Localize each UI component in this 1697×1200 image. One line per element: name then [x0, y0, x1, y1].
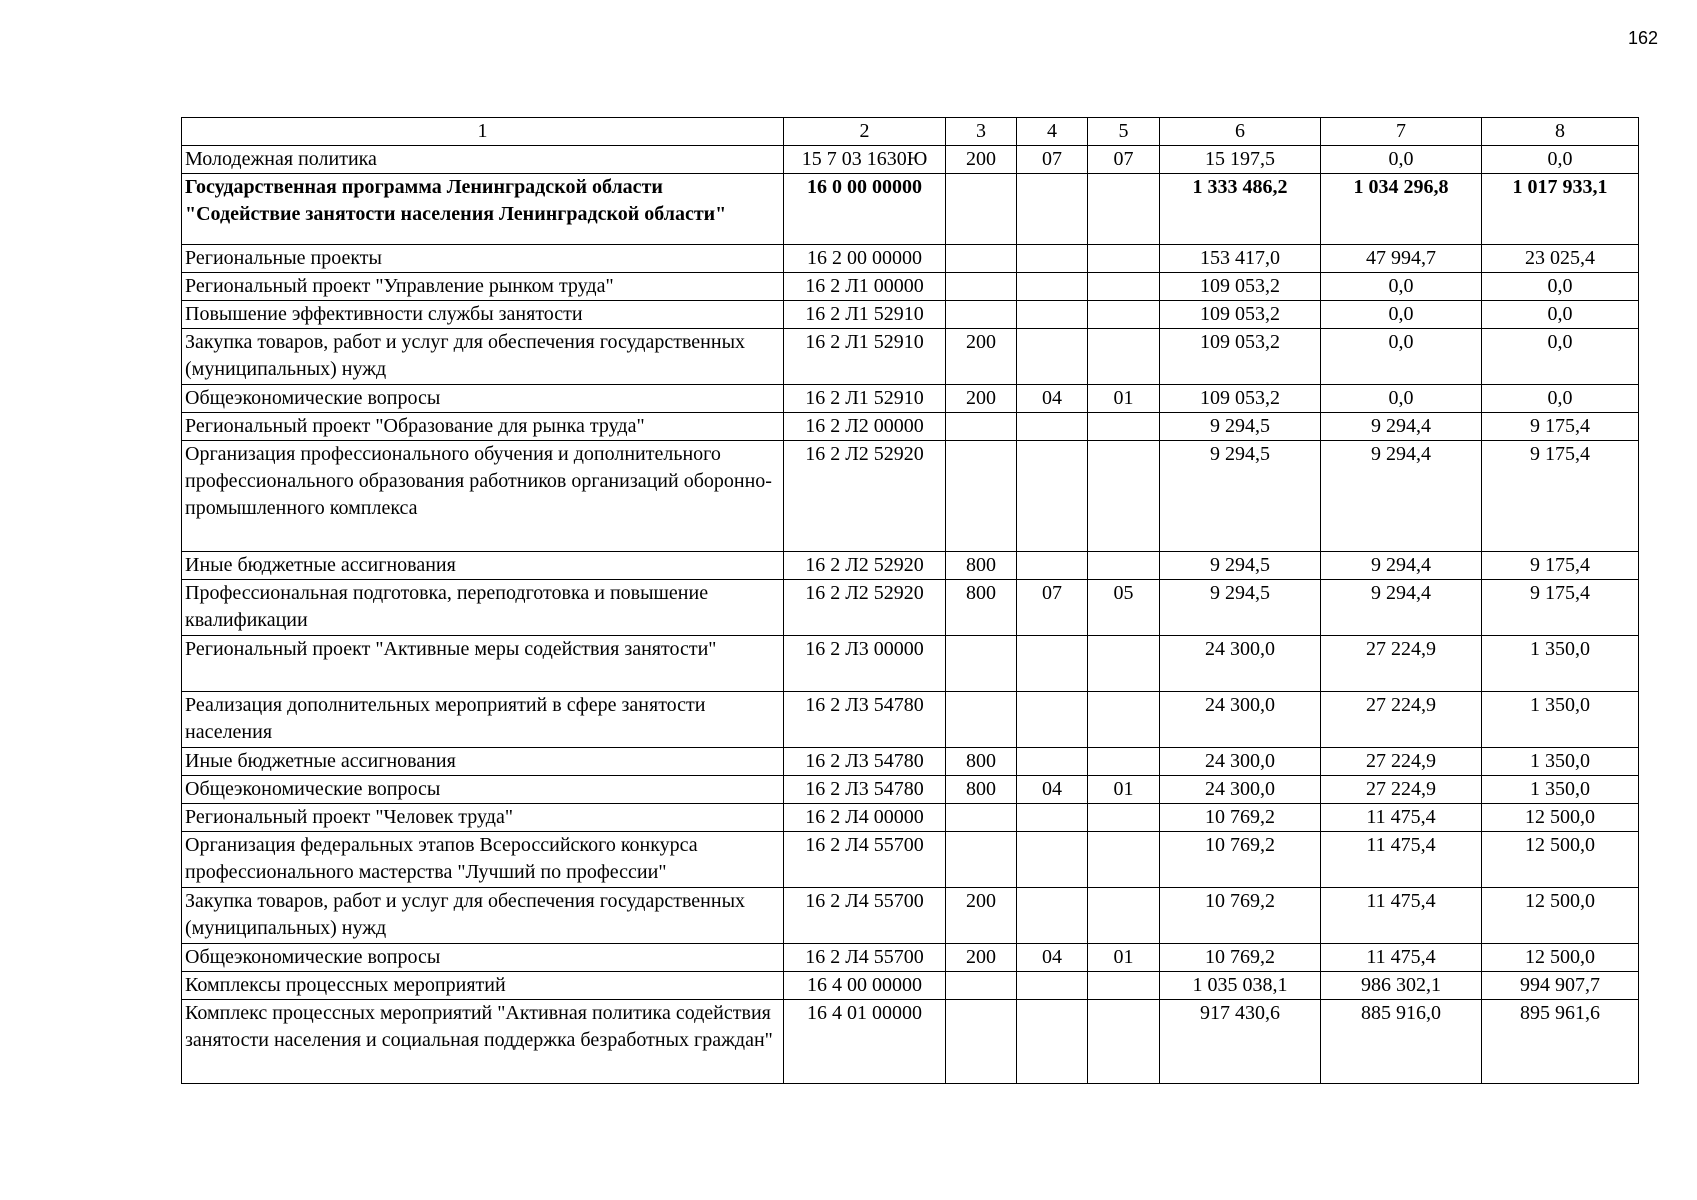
- table-row: [182, 776, 1639, 804]
- row-section-cell: [1017, 552, 1088, 580]
- column-header: 3: [946, 118, 1017, 146]
- row-section-cell: [1017, 174, 1088, 245]
- row-expense-type-cell: 800: [946, 552, 1017, 580]
- row-code-cell: 16 2 Л3 54780: [784, 692, 946, 748]
- row-amount-3-cell: 12 500,0: [1482, 944, 1639, 972]
- row-section-cell: 04: [1017, 776, 1088, 804]
- row-amount-2-cell: 986 302,1: [1321, 972, 1482, 1000]
- row-amount-3-cell: 9 175,4: [1482, 413, 1639, 441]
- row-subsection-cell: [1088, 1000, 1160, 1084]
- row-amount-2-cell: 9 294,4: [1321, 580, 1482, 636]
- row-section-cell: [1017, 273, 1088, 301]
- row-name-cell: Повышение эффективности службы занятости: [182, 301, 784, 329]
- row-expense-type-cell: [946, 273, 1017, 301]
- row-section-cell: [1017, 832, 1088, 888]
- row-amount-1-cell: 9 294,5: [1160, 580, 1321, 636]
- row-subsection-cell: 01: [1088, 944, 1160, 972]
- column-header: 1: [182, 118, 784, 146]
- row-name-cell: Молодежная политика: [182, 146, 784, 174]
- row-name-cell: Закупка товаров, работ и услуг для обеспечения государственных (муниципальных) нужд: [182, 888, 784, 944]
- column-header: 2: [784, 118, 946, 146]
- row-amount-2-cell: 11 475,4: [1321, 832, 1482, 888]
- row-section-cell: 04: [1017, 385, 1088, 413]
- table-row: [182, 944, 1639, 972]
- table-row: [182, 385, 1639, 413]
- row-subsection-cell: [1088, 636, 1160, 692]
- column-header: 4: [1017, 118, 1088, 146]
- row-code-cell: 16 2 Л4 55700: [784, 888, 946, 944]
- row-amount-3-cell: 0,0: [1482, 146, 1639, 174]
- row-amount-3-cell: 895 961,6: [1482, 1000, 1639, 1084]
- row-code-cell: 16 2 Л4 55700: [784, 832, 946, 888]
- row-section-cell: 04: [1017, 944, 1088, 972]
- row-subsection-cell: [1088, 692, 1160, 748]
- row-amount-2-cell: 27 224,9: [1321, 636, 1482, 692]
- row-section-cell: [1017, 413, 1088, 441]
- table-row: [182, 636, 1639, 692]
- table-row: [182, 804, 1639, 832]
- row-amount-3-cell: 23 025,4: [1482, 245, 1639, 273]
- row-name-cell: Комплексы процессных мероприятий: [182, 972, 784, 1000]
- row-expense-type-cell: 200: [946, 329, 1017, 385]
- row-subsection-cell: [1088, 972, 1160, 1000]
- row-code-cell: 16 2 Л2 00000: [784, 413, 946, 441]
- row-subsection-cell: [1088, 301, 1160, 329]
- row-subsection-cell: [1088, 832, 1160, 888]
- table-row: [182, 972, 1639, 1000]
- row-code-cell: 16 2 Л1 00000: [784, 273, 946, 301]
- row-amount-2-cell: 0,0: [1321, 273, 1482, 301]
- row-amount-1-cell: 24 300,0: [1160, 748, 1321, 776]
- table-row: [182, 692, 1639, 748]
- row-amount-2-cell: 11 475,4: [1321, 804, 1482, 832]
- row-section-cell: [1017, 245, 1088, 273]
- table-row: [182, 273, 1639, 301]
- table-row: [182, 552, 1639, 580]
- row-subsection-cell: [1088, 174, 1160, 245]
- row-section-cell: [1017, 692, 1088, 748]
- row-code-cell: 16 2 Л3 00000: [784, 636, 946, 692]
- row-code-cell: 16 2 Л1 52910: [784, 385, 946, 413]
- row-subsection-cell: [1088, 552, 1160, 580]
- row-amount-3-cell: 12 500,0: [1482, 888, 1639, 944]
- row-subsection-cell: [1088, 748, 1160, 776]
- row-amount-2-cell: 0,0: [1321, 146, 1482, 174]
- row-subsection-cell: 01: [1088, 385, 1160, 413]
- row-amount-2-cell: 1 034 296,8: [1321, 174, 1482, 245]
- row-amount-2-cell: 9 294,4: [1321, 413, 1482, 441]
- row-expense-type-cell: [946, 972, 1017, 1000]
- row-amount-1-cell: 9 294,5: [1160, 441, 1321, 552]
- row-amount-1-cell: 15 197,5: [1160, 146, 1321, 174]
- row-name-cell: Общеэкономические вопросы: [182, 944, 784, 972]
- row-amount-2-cell: 27 224,9: [1321, 692, 1482, 748]
- row-name-cell: Комплекс процессных мероприятий "Активная политика содействия занятости населения и социальная поддержка безработных граждан": [182, 1000, 784, 1084]
- row-section-cell: [1017, 636, 1088, 692]
- column-header: 5: [1088, 118, 1160, 146]
- row-expense-type-cell: [946, 441, 1017, 552]
- row-amount-2-cell: 9 294,4: [1321, 552, 1482, 580]
- row-name-cell: Региональный проект "Активные меры содействия занятости": [182, 636, 784, 692]
- row-expense-type-cell: 200: [946, 146, 1017, 174]
- row-code-cell: 16 2 Л2 52920: [784, 552, 946, 580]
- table-header-row: [182, 118, 1639, 146]
- row-amount-3-cell: 9 175,4: [1482, 441, 1639, 552]
- row-amount-3-cell: 0,0: [1482, 301, 1639, 329]
- row-amount-3-cell: 9 175,4: [1482, 552, 1639, 580]
- row-amount-1-cell: 1 035 038,1: [1160, 972, 1321, 1000]
- row-amount-1-cell: 109 053,2: [1160, 301, 1321, 329]
- row-amount-1-cell: 917 430,6: [1160, 1000, 1321, 1084]
- row-section-cell: [1017, 329, 1088, 385]
- table-row: [182, 1000, 1639, 1084]
- row-subsection-cell: [1088, 804, 1160, 832]
- row-amount-3-cell: 0,0: [1482, 273, 1639, 301]
- row-amount-3-cell: 1 350,0: [1482, 692, 1639, 748]
- table-row: [182, 580, 1639, 636]
- row-expense-type-cell: [946, 413, 1017, 441]
- row-section-cell: [1017, 888, 1088, 944]
- row-expense-type-cell: [946, 636, 1017, 692]
- table-row: [182, 146, 1639, 174]
- row-amount-1-cell: 9 294,5: [1160, 552, 1321, 580]
- row-expense-type-cell: [946, 1000, 1017, 1084]
- row-subsection-cell: 07: [1088, 146, 1160, 174]
- row-amount-3-cell: 1 350,0: [1482, 748, 1639, 776]
- row-expense-type-cell: 200: [946, 385, 1017, 413]
- row-name-cell: Региональный проект "Управление рынком труда": [182, 273, 784, 301]
- row-name-cell: Иные бюджетные ассигнования: [182, 748, 784, 776]
- row-amount-3-cell: 9 175,4: [1482, 580, 1639, 636]
- row-code-cell: 16 0 00 00000: [784, 174, 946, 245]
- column-header: 8: [1482, 118, 1639, 146]
- row-subsection-cell: [1088, 245, 1160, 273]
- page-number: 162: [1628, 28, 1659, 48]
- row-code-cell: 16 4 00 00000: [784, 972, 946, 1000]
- row-name-cell: Реализация дополнительных мероприятий в сфере занятости населения: [182, 692, 784, 748]
- row-amount-3-cell: 0,0: [1482, 329, 1639, 385]
- table-body: [182, 146, 1639, 1084]
- row-expense-type-cell: [946, 301, 1017, 329]
- row-subsection-cell: 01: [1088, 776, 1160, 804]
- row-section-cell: [1017, 441, 1088, 552]
- row-expense-type-cell: [946, 174, 1017, 245]
- row-name-cell: Региональный проект "Человек труда": [182, 804, 784, 832]
- row-amount-1-cell: 109 053,2: [1160, 273, 1321, 301]
- row-expense-type-cell: 200: [946, 944, 1017, 972]
- row-amount-1-cell: 10 769,2: [1160, 804, 1321, 832]
- row-amount-3-cell: 1 350,0: [1482, 776, 1639, 804]
- row-name-cell: Региональный проект "Образование для рынка труда": [182, 413, 784, 441]
- row-code-cell: 16 4 01 00000: [784, 1000, 946, 1084]
- row-code-cell: 16 2 Л2 52920: [784, 441, 946, 552]
- row-expense-type-cell: [946, 692, 1017, 748]
- row-code-cell: 16 2 Л2 52920: [784, 580, 946, 636]
- table-row: [182, 748, 1639, 776]
- table-row: [182, 888, 1639, 944]
- row-subsection-cell: [1088, 888, 1160, 944]
- row-code-cell: 16 2 Л1 52910: [784, 329, 946, 385]
- table-row: [182, 245, 1639, 273]
- row-amount-2-cell: 9 294,4: [1321, 441, 1482, 552]
- table-row: [182, 174, 1639, 245]
- row-subsection-cell: [1088, 273, 1160, 301]
- row-amount-2-cell: 27 224,9: [1321, 776, 1482, 804]
- row-amount-2-cell: 885 916,0: [1321, 1000, 1482, 1084]
- row-code-cell: 16 2 Л3 54780: [784, 748, 946, 776]
- row-amount-2-cell: 47 994,7: [1321, 245, 1482, 273]
- row-code-cell: 16 2 Л4 00000: [784, 804, 946, 832]
- budget-table: [181, 117, 1639, 1084]
- row-subsection-cell: 05: [1088, 580, 1160, 636]
- row-amount-1-cell: 1 333 486,2: [1160, 174, 1321, 245]
- row-code-cell: 16 2 00 00000: [784, 245, 946, 273]
- row-amount-1-cell: 24 300,0: [1160, 776, 1321, 804]
- row-amount-3-cell: 1 017 933,1: [1482, 174, 1639, 245]
- row-amount-3-cell: 12 500,0: [1482, 804, 1639, 832]
- row-name-cell: Общеэкономические вопросы: [182, 385, 784, 413]
- row-name-cell: Общеэкономические вопросы: [182, 776, 784, 804]
- row-name-cell: Организация профессионального обучения и дополнительного профессионального образования работников организаций оборонно-промышленного комплекса: [182, 441, 784, 552]
- row-amount-3-cell: 0,0: [1482, 385, 1639, 413]
- row-name-cell: Организация федеральных этапов Всероссийского конкурса профессионального мастерства "Лучший по профессии": [182, 832, 784, 888]
- row-name-cell: Иные бюджетные ассигнования: [182, 552, 784, 580]
- row-amount-2-cell: 0,0: [1321, 329, 1482, 385]
- table-row: [182, 413, 1639, 441]
- row-code-cell: 15 7 03 1630Ю: [784, 146, 946, 174]
- row-code-cell: 16 2 Л4 55700: [784, 944, 946, 972]
- row-amount-2-cell: 11 475,4: [1321, 888, 1482, 944]
- row-name-cell: Государственная программа Ленинградской области "Содействие занятости населения Ленинградской области": [182, 174, 784, 245]
- row-amount-1-cell: 24 300,0: [1160, 636, 1321, 692]
- column-header: 7: [1321, 118, 1482, 146]
- row-subsection-cell: [1088, 413, 1160, 441]
- row-expense-type-cell: [946, 804, 1017, 832]
- row-amount-2-cell: 0,0: [1321, 385, 1482, 413]
- row-expense-type-cell: 200: [946, 888, 1017, 944]
- column-header: 6: [1160, 118, 1321, 146]
- table-row: [182, 329, 1639, 385]
- row-subsection-cell: [1088, 329, 1160, 385]
- row-subsection-cell: [1088, 441, 1160, 552]
- row-amount-1-cell: 10 769,2: [1160, 832, 1321, 888]
- row-section-cell: [1017, 301, 1088, 329]
- row-amount-1-cell: 9 294,5: [1160, 413, 1321, 441]
- row-amount-1-cell: 153 417,0: [1160, 245, 1321, 273]
- row-amount-3-cell: 12 500,0: [1482, 832, 1639, 888]
- row-amount-2-cell: 0,0: [1321, 301, 1482, 329]
- row-name-cell: Закупка товаров, работ и услуг для обеспечения государственных (муниципальных) нужд: [182, 329, 784, 385]
- row-code-cell: 16 2 Л3 54780: [784, 776, 946, 804]
- row-section-cell: [1017, 748, 1088, 776]
- row-amount-1-cell: 10 769,2: [1160, 944, 1321, 972]
- table-row: [182, 301, 1639, 329]
- row-section-cell: [1017, 972, 1088, 1000]
- table-row: [182, 832, 1639, 888]
- row-expense-type-cell: [946, 245, 1017, 273]
- row-expense-type-cell: 800: [946, 748, 1017, 776]
- row-amount-1-cell: 24 300,0: [1160, 692, 1321, 748]
- row-expense-type-cell: [946, 832, 1017, 888]
- row-amount-3-cell: 994 907,7: [1482, 972, 1639, 1000]
- row-amount-1-cell: 109 053,2: [1160, 385, 1321, 413]
- row-amount-1-cell: 109 053,2: [1160, 329, 1321, 385]
- row-section-cell: 07: [1017, 580, 1088, 636]
- row-amount-3-cell: 1 350,0: [1482, 636, 1639, 692]
- row-expense-type-cell: 800: [946, 776, 1017, 804]
- row-code-cell: 16 2 Л1 52910: [784, 301, 946, 329]
- row-section-cell: [1017, 1000, 1088, 1084]
- table-row: [182, 441, 1639, 552]
- row-amount-2-cell: 11 475,4: [1321, 944, 1482, 972]
- row-section-cell: [1017, 804, 1088, 832]
- row-amount-1-cell: 10 769,2: [1160, 888, 1321, 944]
- row-section-cell: 07: [1017, 146, 1088, 174]
- row-name-cell: Профессиональная подготовка, переподготовка и повышение квалификации: [182, 580, 784, 636]
- row-amount-2-cell: 27 224,9: [1321, 748, 1482, 776]
- row-expense-type-cell: 800: [946, 580, 1017, 636]
- row-name-cell: Региональные проекты: [182, 245, 784, 273]
